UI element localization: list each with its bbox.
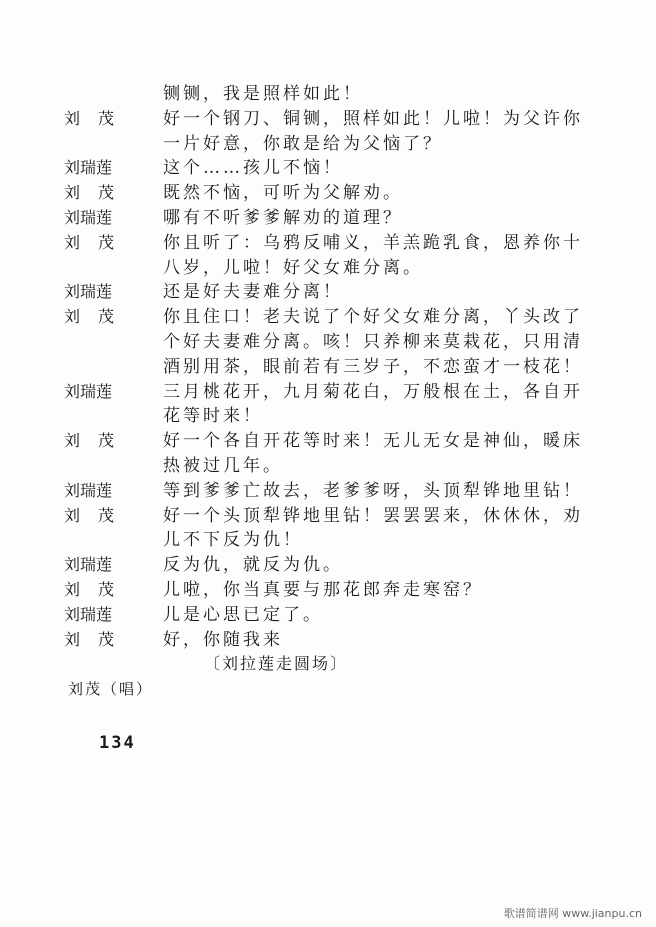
dialogue-lines xyxy=(163,305,604,379)
dialogue-lines xyxy=(163,107,604,157)
watermark: 歌谱简谱网 www.jianpu.cn xyxy=(503,907,642,920)
dialogue-line: 一片好意，你敢是给为父恼了？ xyxy=(163,133,443,154)
dialogue-entry xyxy=(64,578,604,603)
dialogue-entry xyxy=(64,628,604,653)
page-number: 134 xyxy=(99,733,136,753)
dialogue-line: 好一个头顶犁铧地里钻！罢罢罢来，休休休，劝 xyxy=(163,505,583,526)
dialogue-entry xyxy=(64,181,604,206)
dialogue-entry xyxy=(64,553,604,578)
stage-direction: 〔刘拉莲走圆场〕 xyxy=(204,654,349,674)
dialogue-line: 三月桃花开，九月菊花白，万般根在土，各自开 xyxy=(163,381,583,402)
speaker-name: 刘瑞莲 xyxy=(64,555,113,575)
speaker-name: 刘 茂 xyxy=(64,431,116,451)
dialogue-entry xyxy=(64,479,604,504)
dialogue-line: 热被过几年。 xyxy=(163,455,283,476)
dialogue-line: 花等时来！ xyxy=(163,406,263,427)
dialogue-entry xyxy=(64,305,604,379)
dialogue-line: 既然不恼，可听为父解劝。 xyxy=(163,183,403,204)
dialogue-line: 等到爹爹亡故去，老爹爹呀，头顶犁铧地里钻！ xyxy=(163,480,583,501)
dialogue-line: 好，你随我来 xyxy=(163,629,283,650)
dialogue-entry xyxy=(64,603,604,628)
speaker-name: 刘 茂 xyxy=(64,629,116,649)
dialogue-line: 你且听了：乌鸦反哺义，羊羔跪乳食，恩养你十 xyxy=(163,232,583,253)
dialogue-line: 儿是心思已定了。 xyxy=(163,604,323,625)
speaker-name: 刘 茂 xyxy=(64,579,116,599)
speaker-name: 刘 茂 xyxy=(64,232,116,252)
dialogue-line: 八岁，儿啦！好父女难分离。 xyxy=(163,257,423,278)
speaker-name: 刘 茂 xyxy=(64,108,116,128)
dialogue-line: 反为仇，就反为仇。 xyxy=(163,555,343,576)
speaker-name: 刘瑞莲 xyxy=(64,282,113,302)
speaker-name: 刘瑞莲 xyxy=(64,158,113,178)
dialogue-entry xyxy=(64,206,604,231)
dialogue-line: 酒别用茶，眼前若有三岁子，不恋蛮才一枝花！ xyxy=(163,356,583,377)
dialogue-lines xyxy=(163,206,604,231)
speaker-name: 刘瑞莲 xyxy=(64,207,113,227)
dialogue-line: 还是好夫妻难分离！ xyxy=(163,282,343,303)
dialogue-entry xyxy=(64,82,604,107)
speaker-name: 刘 茂 xyxy=(64,307,116,327)
dialogue-line: 儿不下反为仇！ xyxy=(163,530,303,551)
dialogue-line: 好一个各自开花等时来！无儿无女是神仙，暖床 xyxy=(163,431,583,452)
dialogue-entry xyxy=(64,107,604,157)
dialogue-lines xyxy=(163,628,604,653)
dialogue-lines xyxy=(163,231,604,281)
dialogue-line: 好一个钢刀、铜铡，照样如此！儿啦！为父许你 xyxy=(163,108,583,129)
dialogue-entry xyxy=(64,504,604,554)
dialogue-lines xyxy=(163,82,604,107)
dialogue-lines xyxy=(163,181,604,206)
speaker-name: 刘瑞莲 xyxy=(64,381,113,401)
dialogue-lines xyxy=(163,603,604,628)
dialogue-line: 儿啦，你当真要与那花郎奔走寒窑？ xyxy=(163,579,483,600)
dialogue-line: 个好夫妻难分离。咳！只养柳来莫栽花，只用清 xyxy=(163,331,583,352)
speaker-name: 刘 茂 xyxy=(64,183,116,203)
dialogue-entry xyxy=(64,280,604,305)
dialogue-line: 你且住口！老夫说了个好父女难分离，丫头改了 xyxy=(163,307,583,328)
dialogue-entry xyxy=(64,429,604,479)
dialogue-entry xyxy=(64,231,604,281)
dialogue-lines xyxy=(163,156,604,181)
dialogue-line: 铡铡，我是照样如此！ xyxy=(163,84,363,104)
dialogue-lines xyxy=(163,504,604,554)
speaker-name: 刘瑞莲 xyxy=(64,604,113,624)
dialogue-line: 哪有不听爹爹解劝的道理？ xyxy=(163,207,403,228)
dialogue-entry xyxy=(64,380,604,430)
dialogue-entry xyxy=(64,156,604,181)
sing-cue: 刘茂（唱） xyxy=(68,680,154,699)
dialogue-lines xyxy=(163,553,604,578)
speaker-name: 刘瑞莲 xyxy=(64,480,113,500)
speaker-name xyxy=(64,82,163,107)
script-body xyxy=(64,82,604,702)
dialogue-lines xyxy=(163,578,604,603)
dialogue-lines xyxy=(163,429,604,479)
dialogue-lines xyxy=(163,380,604,430)
dialogue-lines xyxy=(163,479,604,504)
dialogue-line: 这个……孩儿不恼！ xyxy=(163,158,343,179)
speaker-name: 刘 茂 xyxy=(64,505,116,525)
dialogue-lines xyxy=(163,280,604,305)
